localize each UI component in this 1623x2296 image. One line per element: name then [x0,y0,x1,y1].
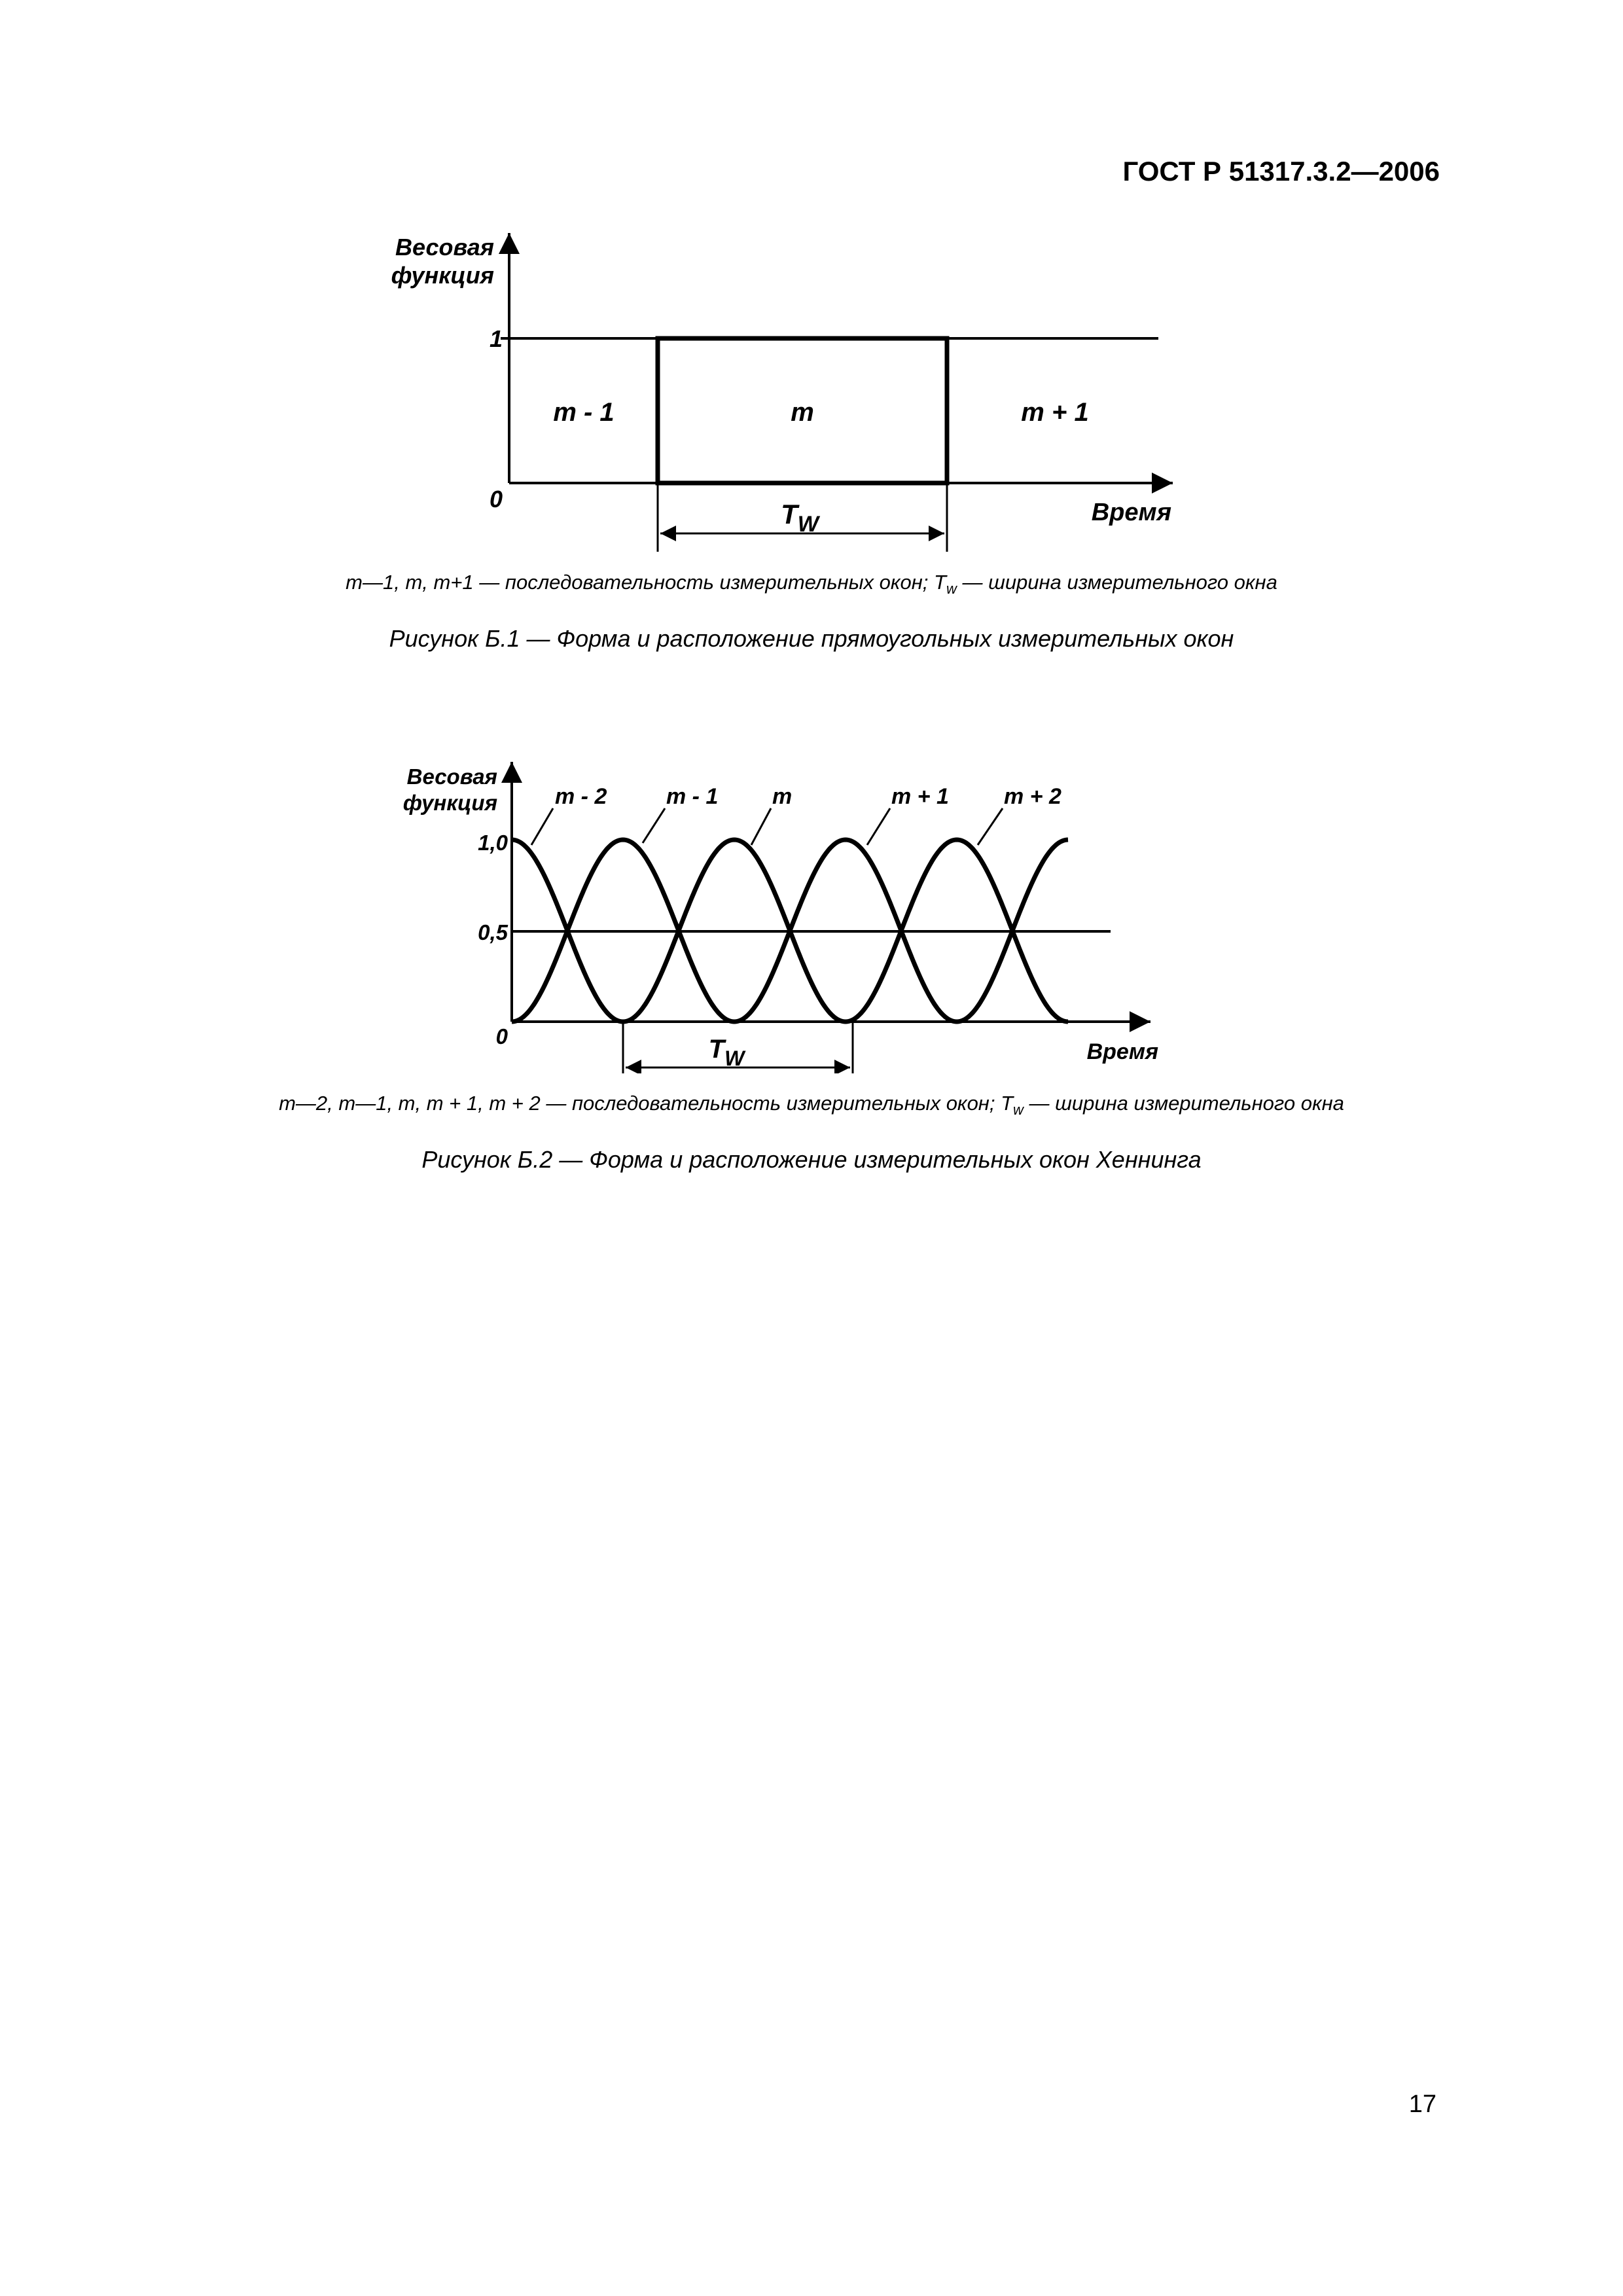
figure2-legend: m—2, m—1, m, m + 1, m + 2 — последовательность измерительных окон; $T_w$ — ширина измерительного окна [279,1092,1344,1119]
window-label-m-minus-1: m - 1 [666,784,719,809]
origin-label: 0 [495,1024,508,1049]
leader-m-plus-2 [978,808,1003,845]
window-label-m-minus-2: m - 2 [555,784,607,809]
tw-label: $T_W$ [781,499,819,537]
y-axis-label-line1: Весовая [406,764,497,789]
leader-m-plus-1 [867,808,890,845]
window-label-m: m [772,784,793,809]
x-axis-label: Время [1091,499,1171,526]
figure1-diagram [0,216,1623,556]
leader-m-minus-2 [531,808,553,845]
window-label-m-plus-1: m + 1 [891,784,949,809]
figure1-caption: Рисунок Б.1 — Форма и расположение прямоугольных измерительных окон [389,625,1234,652]
figure2-diagram [0,733,1623,1073]
y-axis-label-line2: функция [391,262,494,289]
document-standard-header: ГОСТ Р 51317.3.2—2006 [1122,156,1440,187]
window-label-m-plus-1: m + 1 [1021,398,1089,427]
figure2-caption: Рисунок Б.2 — Форма и расположение измерительных окон Хеннинга [421,1146,1202,1173]
tw-label: $T_W$ [708,1035,745,1070]
y-tick-top: 1,0 [478,831,508,855]
leader-m-minus-1 [643,808,665,843]
figure-rectangular-windows [0,216,1623,556]
window-label-m-minus-1: m - 1 [553,398,615,427]
figure-hanning-windows [0,733,1623,1073]
y-tick-mid: 0,5 [478,920,508,944]
page-number: 17 [1408,2090,1436,2118]
window-label-m-plus-2: m + 2 [1004,784,1061,809]
y-tick-1: 1 [489,325,503,352]
x-axis-label: Время [1086,1039,1158,1064]
leader-m [751,808,771,845]
y-axis-label-line2: функция [402,791,497,815]
origin-label: 0 [489,486,503,512]
figure1-legend: m—1, m, m+1 — последовательность измерительных окон; $T_w$ — ширина измерительного окна [346,571,1277,598]
y-axis-label-line1: Весовая [395,234,494,260]
window-label-m: m [791,398,814,427]
